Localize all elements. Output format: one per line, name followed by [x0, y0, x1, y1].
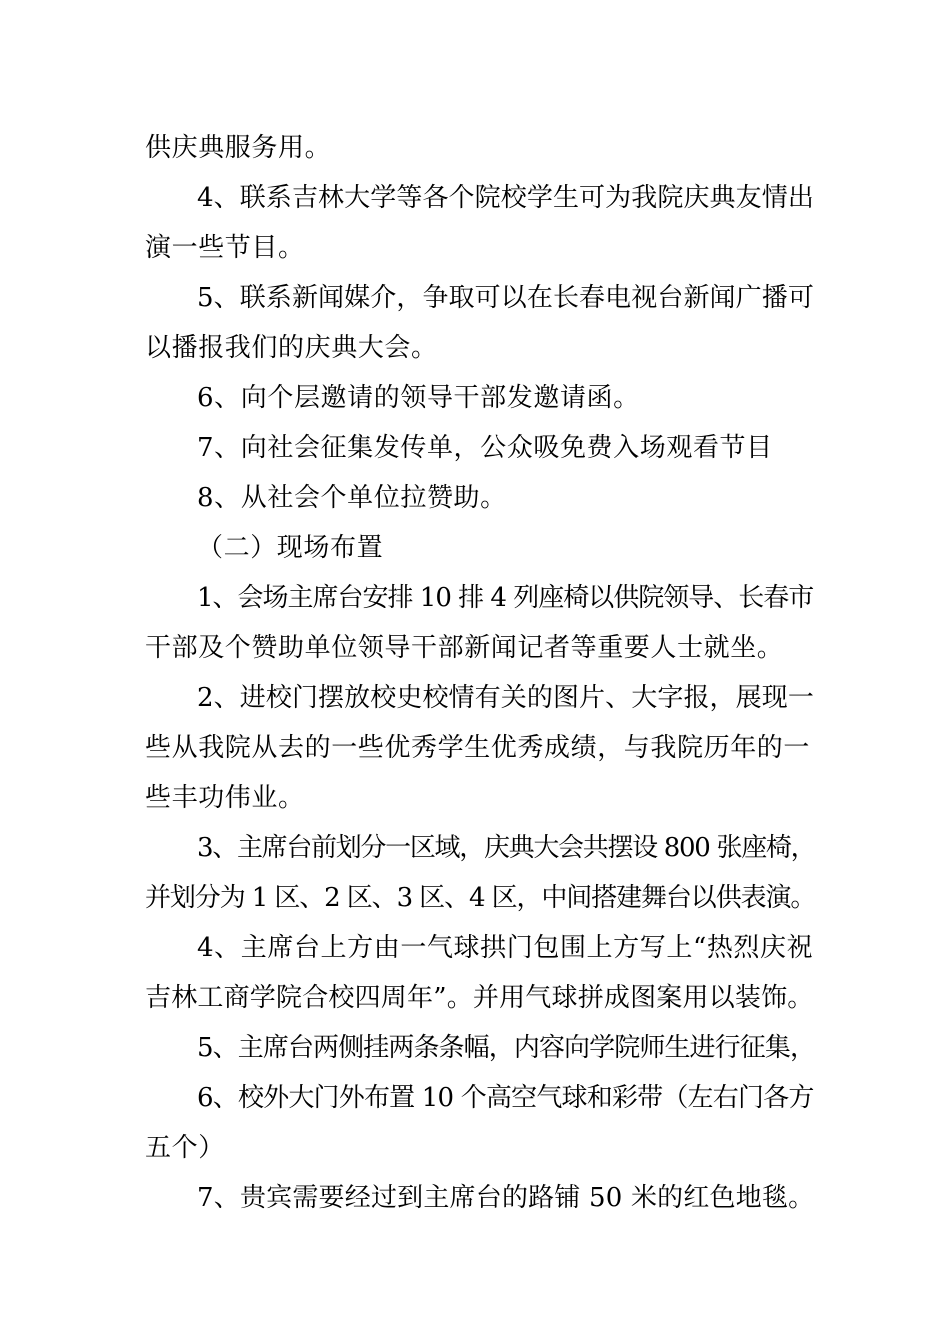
text-line: 些丰功伟业。 — [145, 783, 305, 813]
text-line: 些从我院从去的一些优秀学生优秀成绩，与我院历年的一 — [145, 733, 811, 763]
text-line: 5、主席台两侧挂两条条幅，内容向学院师生进行征集， — [197, 1033, 816, 1063]
text-line: 1、会场主席台安排 10 排 4 列座椅以供院领导、长春市 — [197, 583, 814, 613]
text-line: 演一些节目。 — [145, 233, 305, 263]
text-line: 6、校外大门外布置 10 个高空气球和彩带（左右门各方 — [197, 1083, 814, 1113]
text-line: 吉林工商学院合校四周年”。并用气球拼成图案用以装饰。 — [145, 983, 814, 1013]
text-line: 6、向个层邀请的领导干部发邀请函。 — [197, 383, 640, 413]
text-line: 以播报我们的庆典大会。 — [145, 333, 438, 363]
text-line: 4、联系吉林大学等各个院校学生可为我院庆典友情出 — [197, 183, 814, 213]
section-heading: （二）现场布置 — [197, 533, 384, 563]
text-line: 8、从社会个单位拉赞助。 — [197, 483, 507, 513]
text-line: 并划分为 1 区、2 区、3 区、4 区，中间搭建舞台以供表演。 — [145, 883, 816, 913]
text-line: 7、向社会征集发传单，公众吸免费入场观看节目 — [197, 433, 773, 463]
text-line: 五个） — [145, 1133, 225, 1163]
text-line: 供庆典服务用。 — [145, 133, 332, 163]
text-line: 2、进校门摆放校史校情有关的图片、大字报，展现一 — [197, 683, 814, 713]
text-line: 3、主席台前划分一区域，庆典大会共摆设 800 张座椅， — [197, 833, 816, 863]
text-line: 7、贵宾需要经过到主席台的路铺 50 米的红色地毯。 — [197, 1183, 815, 1213]
text-line: 干部及个赞助单位领导干部新闻记者等重要人士就坐。 — [145, 633, 784, 663]
text-line: 4、主席台上方由一气球拱门包围上方写上“热烈庆祝 — [197, 933, 814, 963]
text-line: 5、联系新闻媒介，争取可以在长春电视台新闻广播可 — [197, 283, 814, 313]
